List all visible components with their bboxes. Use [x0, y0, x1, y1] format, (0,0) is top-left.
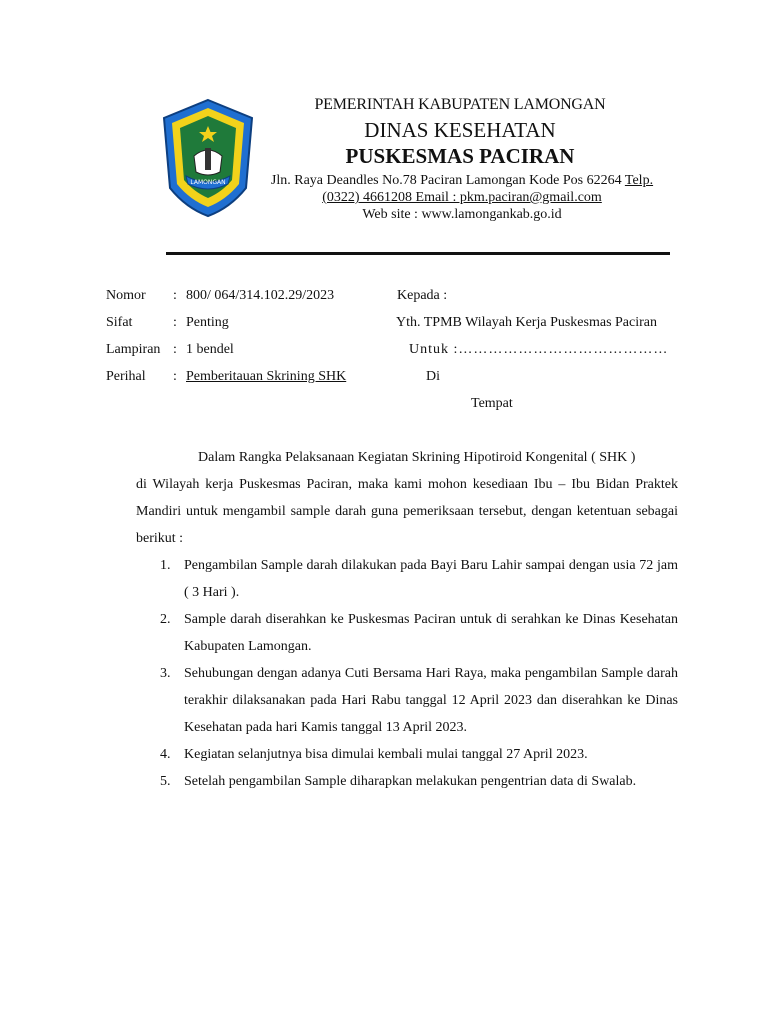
list-item: 5. Setelah pengambilan Sample diharapkan melakukan pengentrian data di Swalab.: [160, 774, 637, 789]
sifat-label: Sifat: [106, 315, 133, 330]
intro-first-line: Dalam Rangka Pelaksanaan Kegiatan Skrining Hipotiroid Kongenital ( SHK ): [198, 450, 636, 465]
lampiran-label: Lampiran: [106, 342, 161, 357]
di-label: Di: [426, 369, 440, 384]
logo-text: LAMONGAN: [190, 179, 226, 186]
untuk-line: Untuk :……………………………………: [409, 342, 669, 357]
perihal-value: Pemberitauan Skrining SHK: [186, 369, 347, 384]
requirements-list: [136, 552, 678, 795]
lamongan-emblem-icon: [160, 96, 256, 220]
sifat-colon: :: [173, 315, 177, 330]
recipient-name: Yth. TPMB Wilayah Kerja Puskesmas Paciran: [396, 315, 657, 330]
contact-info: Telp. (0322) 4661208 Email : pkm.paciran@gmail.com: [322, 173, 654, 205]
nomor-label: Nomor: [106, 288, 146, 303]
list-item: 1. Pengambilan Sample darah dilakukan pada Bayi Baru Lahir sampai dengan usia 72 jam ( 3 Hari ).: [160, 558, 678, 600]
address-text: Jln. Raya Deandles No.78 Paciran Lamongan Kode Pos 62264: [270, 173, 625, 188]
lampiran-colon: :: [173, 342, 177, 357]
sifat-value: Penting: [186, 315, 229, 330]
government-name: PEMERINTAH KABUPATEN LAMONGAN: [314, 96, 606, 113]
list-item: 4. Kegiatan selanjutnya bisa dimulai kembali mulai tanggal 27 April 2023.: [160, 747, 588, 762]
agency-name: DINAS KESEHATAN: [364, 118, 556, 142]
intro-continuation: di Wilayah kerja Puskesmas Paciran, maka kami mohon kesediaan Ibu – Ibu Bidan Praktek Mandiri untuk mengambil sample darah guna pemeriksaan tersebut, dengan ketentuan sebagai berikut :: [136, 477, 678, 546]
perihal-label: Perihal: [106, 369, 146, 384]
perihal-colon: :: [173, 369, 177, 384]
tempat-label: Tempat: [471, 396, 513, 411]
header-divider: [166, 252, 670, 255]
website-text: Web site : www.lamongankab.go.id: [362, 207, 562, 222]
office-name: PUSKESMAS PACIRAN: [345, 144, 575, 168]
nomor-value: 800/ 064/314.102.29/2023: [186, 288, 335, 303]
kepada-label: Kepada :: [397, 288, 448, 303]
nomor-colon: :: [173, 288, 177, 303]
list-item: 2. Sample darah diserahkan ke Puskesmas Paciran untuk di serahkan ke Dinas Kesehatan Kabupaten Lamongan.: [160, 612, 678, 654]
list-item: 3. Sehubungan dengan adanya Cuti Bersama Hari Raya, maka pengambilan Sample darah terakhir dilaksanakan pada Hari Rabu tanggal 12 April 2023 dan diserahkan ke Dinas Kesehatan pada hari Kamis tanggal 13 April 2023.: [160, 666, 678, 735]
intro-paragraph: [136, 444, 678, 552]
address-block: [256, 172, 668, 223]
lampiran-value: 1 bendel: [186, 342, 234, 357]
